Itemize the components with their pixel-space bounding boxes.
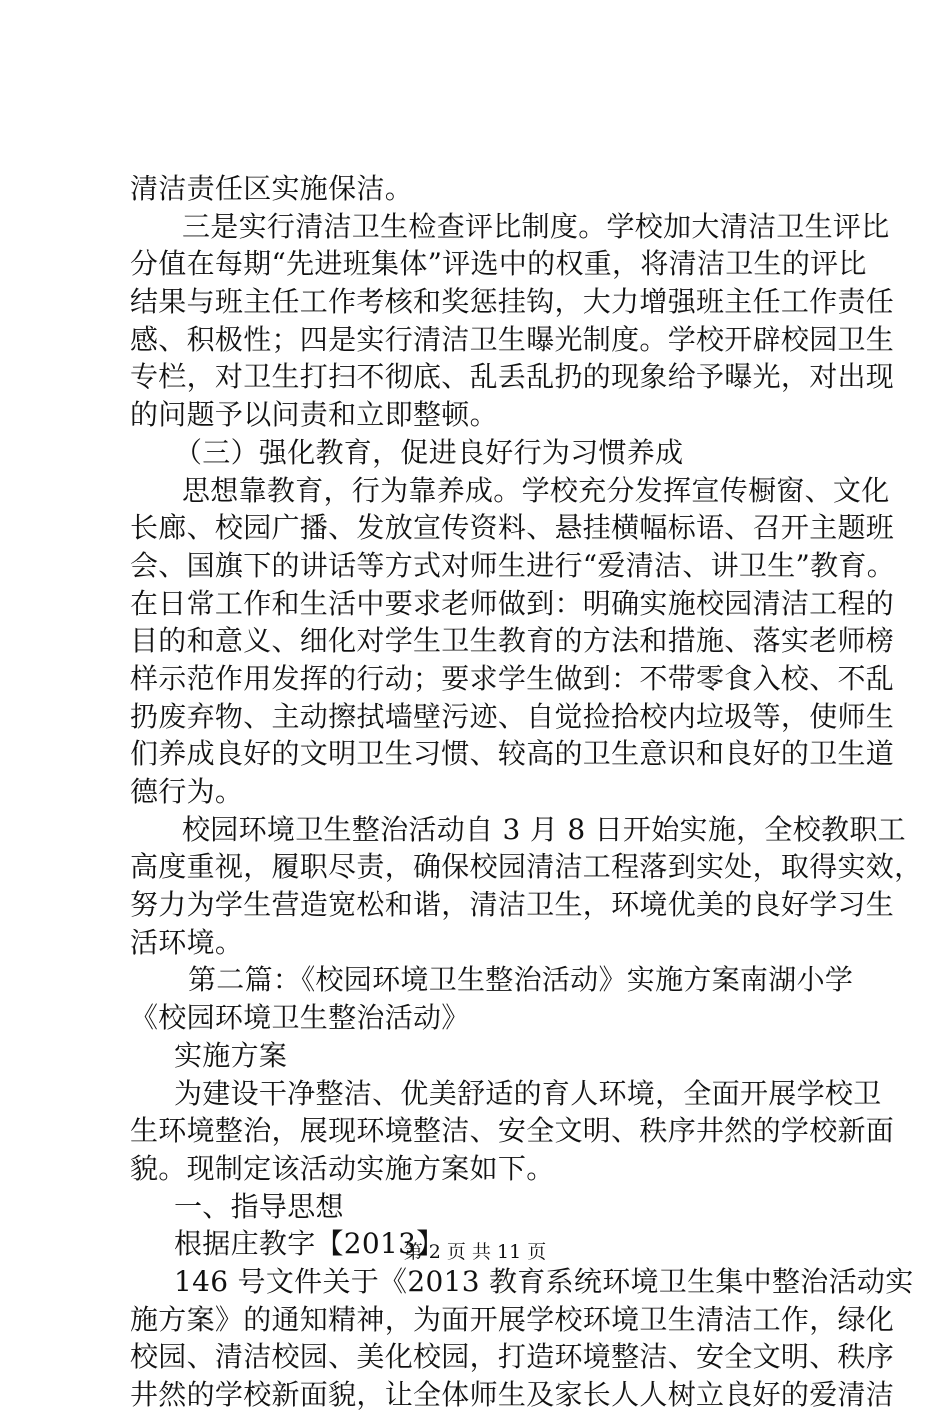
text-line: 长廊、校园广播、发放宣传资料、悬挂横幅标语、召开主题班 [130, 511, 895, 545]
text-line: 生环境整治，展现环境整洁、安全文明、秩序井然的学校新面 [130, 1114, 895, 1148]
plan-title: 实施方案 [174, 1038, 288, 1072]
text-line: 为建设干净整洁、优美舒适的育人环境，全面开展学校卫 [174, 1076, 882, 1110]
text-line: 努力为学生营造宽松和谐，清洁卫生，环境优美的良好学习生 [130, 888, 895, 922]
text-line: 根据庄教字【2013】 [174, 1227, 445, 1261]
text-line: 扔废弃物、主动擦拭墙壁污迹、自觉捡拾校内垃圾等，使师生 [130, 699, 895, 733]
text-line: 施方案》的通知精神，为面开展学校环境卫生清洁工作，绿化 [130, 1302, 895, 1336]
text-line: 德行为。 [130, 775, 244, 808]
text-line: 高度重视，履职尽责，确保校园清洁工程落到实处，取得实效， [130, 850, 923, 884]
text-line: 146 号文件关于《2013 教育系统环境卫生集中整治活动实 [174, 1264, 914, 1298]
text-line: 会、国旗下的讲话等方式对师生进行“爱清洁、讲卫生”教育。 [130, 548, 896, 582]
text-line: 目的和意义、细化对学生卫生教育的方法和措施、落实老师榜 [130, 624, 895, 658]
text-line: 思想靠教育，行为靠养成。学校充分发挥宣传橱窗、文化 [182, 473, 890, 507]
chapter-heading: 第二篇：《校园环境卫生整治活动》实施方案南湖小学 [188, 963, 854, 997]
text-line: 结果与班主任工作考核和奖惩挂钩，大力增强班主任工作责任 [130, 285, 895, 319]
section-heading: 一、指导思想 [174, 1189, 344, 1223]
text-line: 感、积极性；四是实行清洁卫生曝光制度。学校开辟校园卫生 [130, 322, 895, 356]
text-line: 的问题予以问责和立即整顿。 [130, 398, 498, 432]
text-line: 清洁责任区实施保洁。 [130, 172, 414, 205]
text-line: 三是实行清洁卫生检查评比制度。学校加大清洁卫生评比 [182, 209, 890, 243]
section-heading: （三）强化教育，促进良好行为习惯养成 [174, 435, 684, 469]
text-line: 井然的学校新面貌，让全体师生及家长人人树立良好的爱清洁 [130, 1378, 895, 1411]
text-line: 们养成良好的文明卫生习惯、较高的卫生意识和良好的卫生道 [130, 737, 895, 771]
text-line: 校园、清洁校园、美化校园，打造环境整洁、安全文明、秩序 [130, 1340, 895, 1374]
text-line: 在日常工作和生活中要求老师做到：明确实施校园清洁工程的 [130, 586, 895, 620]
document-body [130, 170, 923, 1414]
text-line: 分值在每期“先进班集体”评选中的权重，将清洁卫生的评比 [130, 247, 867, 281]
text-line: 专栏，对卫生打扫不彻底、乱丢乱扔的现象给予曝光，对出现 [130, 360, 895, 394]
chapter-heading-continued: 《校园环境卫生整治活动》 [130, 1001, 470, 1035]
page-number-footer: 第 2 页 共 11 页 [403, 1241, 547, 1263]
text-line: 校园环境卫生整治活动自 3 月 8 日开始实施，全校教职工 [182, 812, 906, 846]
text-line: 活环境。 [130, 925, 244, 959]
text-line: 貌。现制定该活动实施方案如下。 [130, 1151, 555, 1185]
text-line: 样示范作用发挥的行动；要求学生做到：不带零食入校、不乱 [130, 661, 895, 695]
